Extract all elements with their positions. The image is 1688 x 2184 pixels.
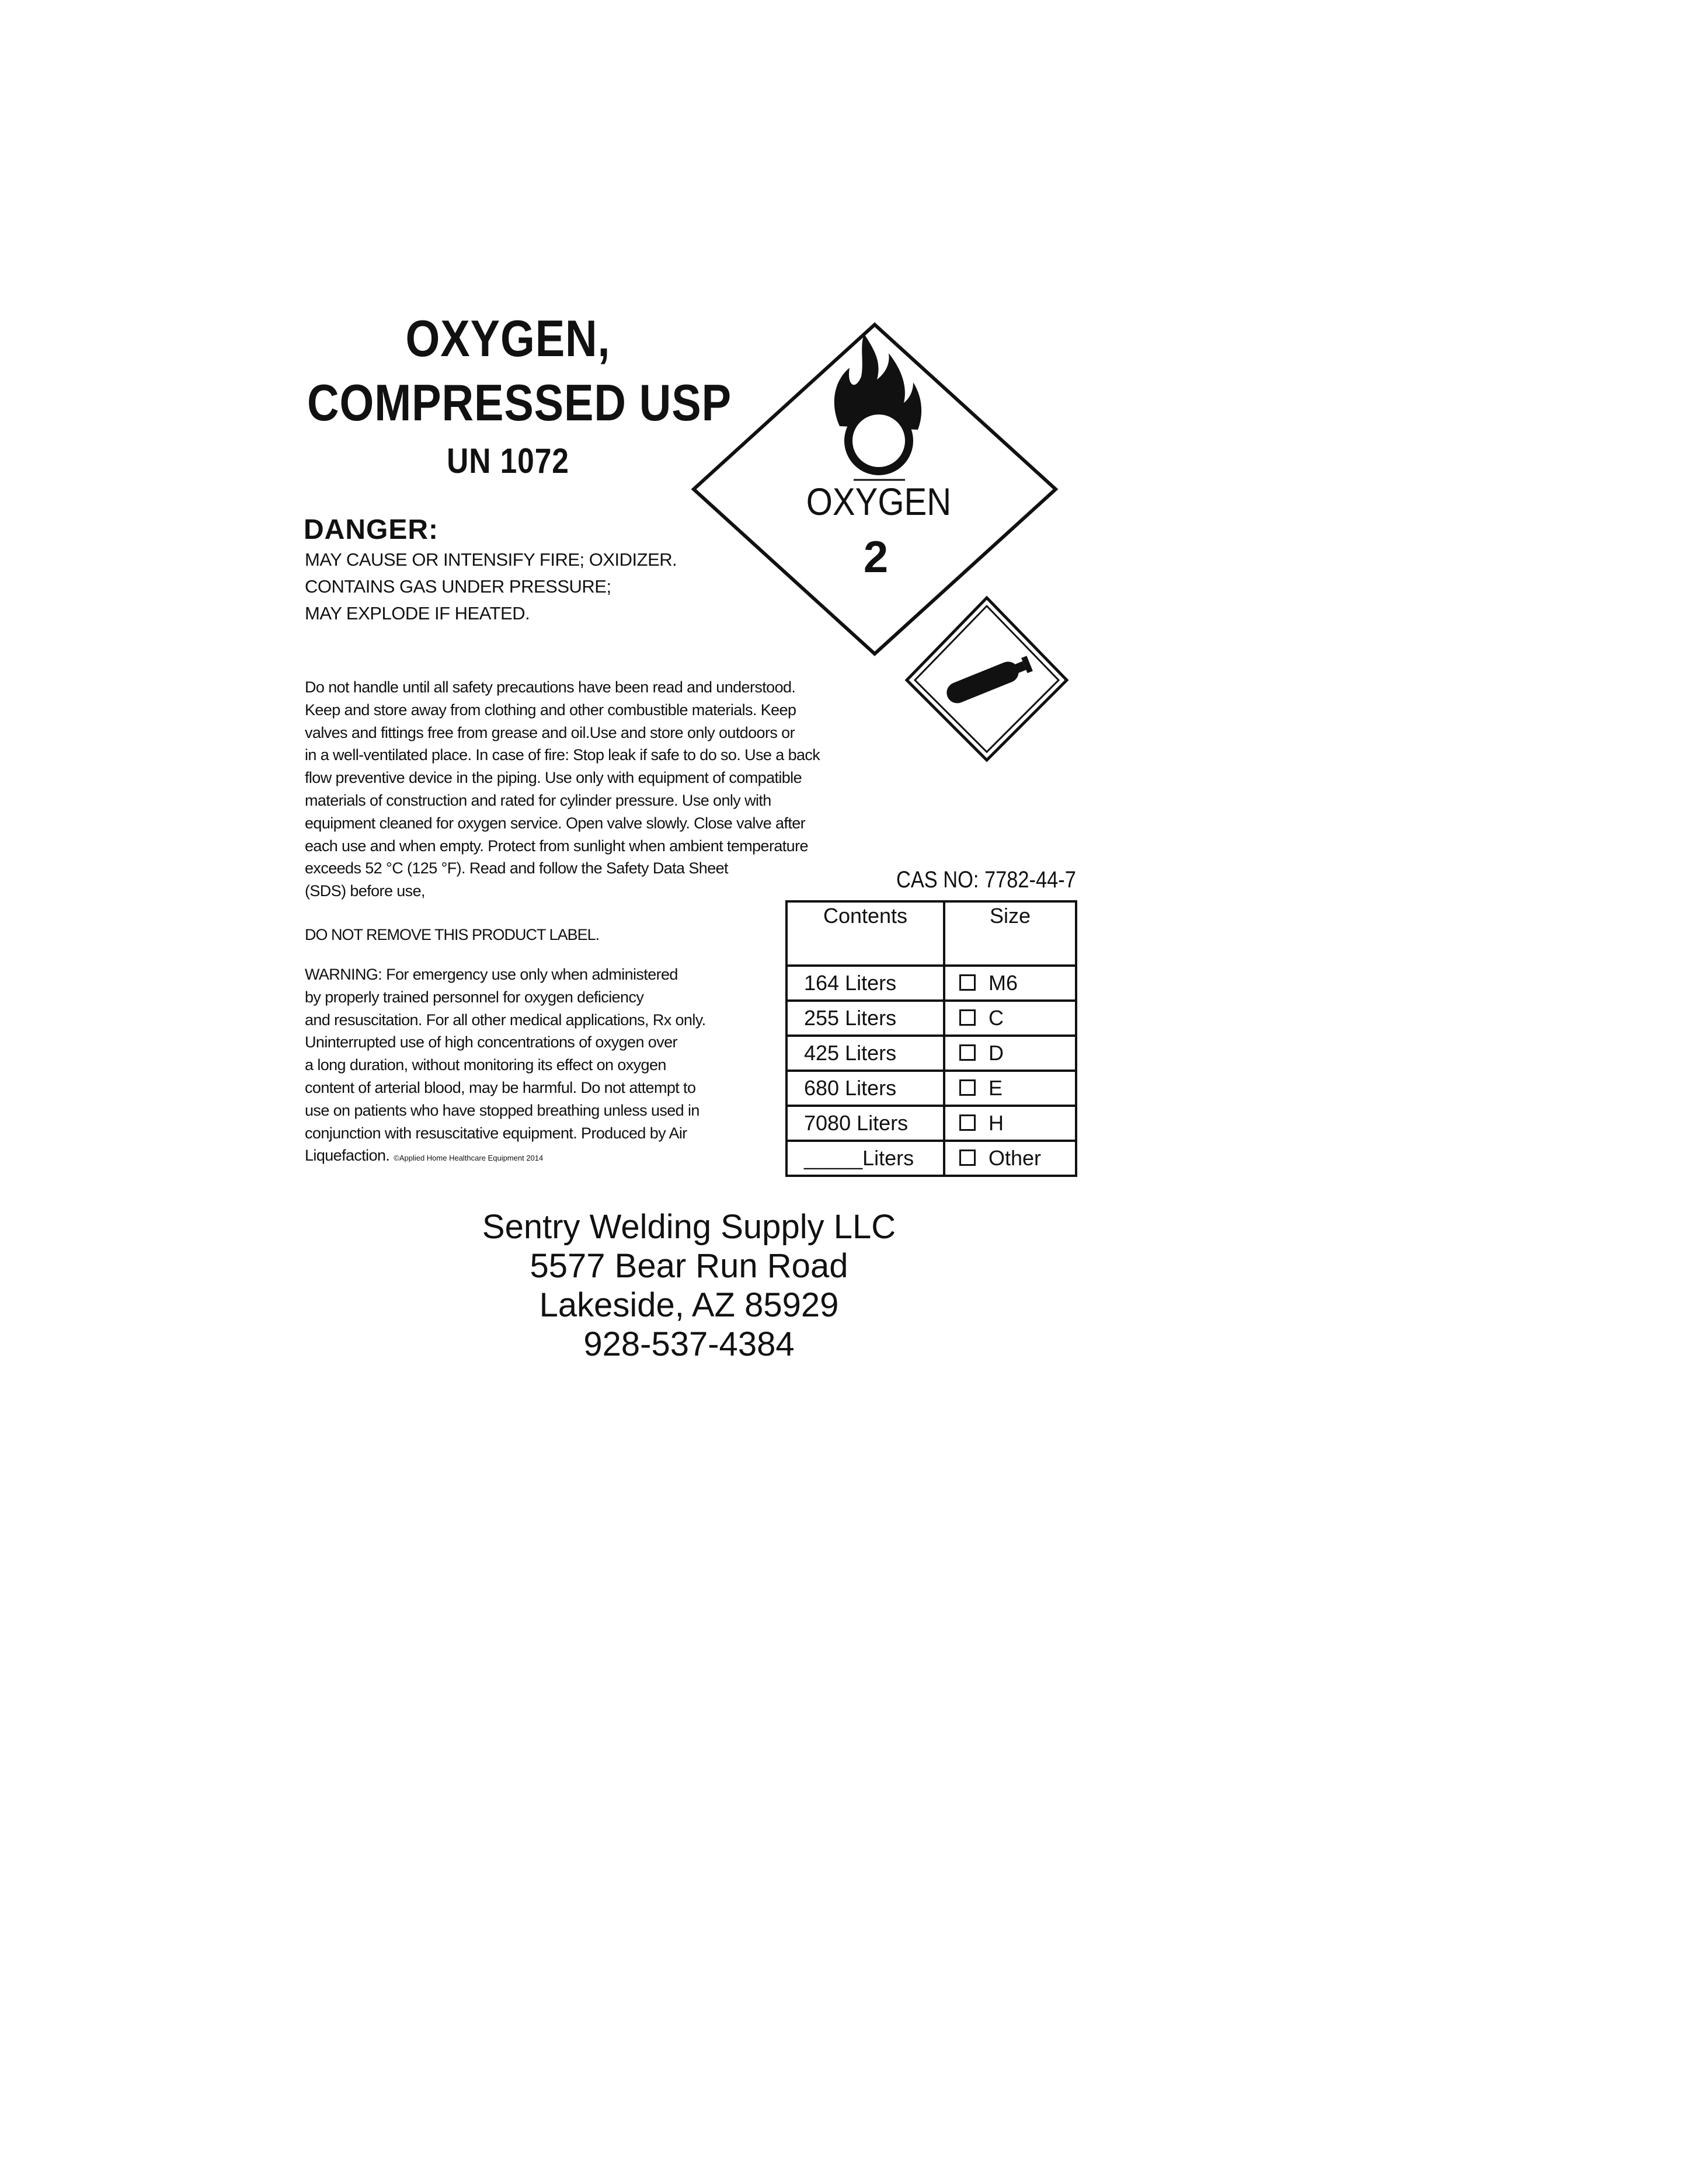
cas-number: CAS NO: 7782-44-7 bbox=[896, 867, 1076, 893]
warning-line: WARNING: For emergency use only when administered bbox=[305, 966, 678, 983]
hazard-line: MAY EXPLODE IF HEATED. bbox=[305, 603, 530, 623]
warning-line: content of arterial blood, may be harmful. Do not attempt to bbox=[305, 1078, 696, 1096]
contents-cell: 7080 Liters bbox=[786, 1106, 944, 1141]
warning-line: and resuscitation. For all other medical applications, Rx only. bbox=[305, 1011, 706, 1029]
contents-cell: _____Liters bbox=[786, 1141, 944, 1176]
company-phone: 928-537-4384 bbox=[583, 1325, 795, 1363]
checkbox-icon[interactable] bbox=[959, 1114, 976, 1131]
do-not-remove-notice: DO NOT REMOVE THIS PRODUCT LABEL. bbox=[305, 926, 600, 943]
table-row bbox=[786, 1036, 1076, 1071]
size-label: E bbox=[989, 1076, 1003, 1100]
size-cell[interactable] bbox=[944, 1036, 1076, 1071]
checkbox-icon[interactable] bbox=[959, 1079, 976, 1096]
contents-cell: 425 Liters bbox=[786, 1036, 944, 1071]
contents-cell: 680 Liters bbox=[786, 1071, 944, 1106]
un-number: UN 1072 bbox=[447, 441, 569, 480]
precaution-line: equipment cleaned for oxygen service. Open valve slowly. Close valve after bbox=[305, 814, 806, 832]
size-table-header bbox=[786, 901, 1076, 966]
size-cell[interactable] bbox=[944, 966, 1076, 1001]
warning-line: Uninterrupted use of high concentrations of oxygen over bbox=[305, 1033, 677, 1051]
precautionary-statements bbox=[305, 676, 820, 903]
size-label: M6 bbox=[989, 971, 1018, 995]
precaution-line: Keep and store away from clothing and other combustible materials. Keep bbox=[305, 701, 796, 719]
size-cell[interactable] bbox=[944, 1001, 1076, 1036]
warning-last-line bbox=[305, 1144, 706, 1170]
size-label: D bbox=[989, 1041, 1004, 1065]
warning-line: use on patients who have stopped breathing unless used in bbox=[305, 1101, 699, 1119]
product-name-line1: OXYGEN, bbox=[405, 309, 611, 367]
placard-label: OXYGEN bbox=[806, 480, 952, 524]
contents-cell: 164 Liters bbox=[786, 966, 944, 1001]
checkbox-icon[interactable] bbox=[959, 974, 976, 991]
company-address: 5577 Bear Run Road bbox=[530, 1247, 848, 1285]
size-cell[interactable] bbox=[944, 1106, 1076, 1141]
size-label: Other bbox=[989, 1146, 1042, 1170]
size-label: C bbox=[989, 1006, 1004, 1030]
size-cell[interactable] bbox=[944, 1141, 1076, 1176]
checkbox-icon[interactable] bbox=[959, 1150, 976, 1166]
precaution-line: exceeds 52 °C (125 °F). Read and follow the Safety Data Sheet bbox=[305, 859, 728, 877]
checkbox-icon[interactable] bbox=[959, 1009, 976, 1026]
precaution-line: (SDS) before use, bbox=[305, 882, 425, 900]
warning-line: conjunction with resuscitative equipment. Produced by Air bbox=[305, 1124, 687, 1142]
precaution-line: each use and when empty. Protect from sunlight when ambient temperature bbox=[305, 837, 808, 855]
placard-class-number: 2 bbox=[863, 532, 889, 582]
size-label: H bbox=[989, 1111, 1004, 1135]
copyright-notice: ©Applied Home Healthcare Equipment 2014 bbox=[394, 1154, 544, 1163]
precaution-line: valves and fittings free from grease and oil.Use and store only outdoors or bbox=[305, 723, 795, 741]
precaution-line: flow preventive device in the piping. Use only with equipment of compatible bbox=[305, 769, 802, 787]
warning-line: Liquefaction. bbox=[305, 1147, 390, 1165]
hazard-line: MAY CAUSE OR INTENSIFY FIRE; OXIDIZER. bbox=[305, 549, 677, 570]
precaution-line: in a well-ventilated place. In case of fire: Stop leak if safe to do so. Use a back bbox=[305, 746, 820, 764]
product-name-line2: COMPRESSED USP bbox=[307, 374, 732, 431]
gas-cylinder-pictogram bbox=[902, 595, 1071, 765]
hazard-statements bbox=[305, 546, 677, 627]
table-row bbox=[786, 1001, 1076, 1036]
table-row bbox=[786, 1106, 1076, 1141]
company-name: Sentry Welding Supply LLC bbox=[482, 1208, 896, 1246]
warning-line: a long duration, without monitoring its effect on oxygen bbox=[305, 1056, 666, 1074]
warning-statement bbox=[305, 963, 706, 1170]
company-city: Lakeside, AZ 85929 bbox=[539, 1286, 839, 1324]
size-cell[interactable] bbox=[944, 1071, 1076, 1106]
hazard-line: CONTAINS GAS UNDER PRESSURE; bbox=[305, 576, 611, 597]
warning-line: by properly trained personnel for oxygen deficiency bbox=[305, 988, 644, 1006]
precaution-line: materials of construction and rated for cylinder pressure. Use only with bbox=[305, 791, 771, 809]
contents-header: Contents bbox=[786, 901, 944, 966]
table-row bbox=[786, 1141, 1076, 1176]
table-row bbox=[786, 966, 1076, 1001]
size-header: Size bbox=[944, 901, 1076, 966]
table-row bbox=[786, 1071, 1076, 1106]
size-table bbox=[785, 900, 1077, 1177]
checkbox-icon[interactable] bbox=[959, 1044, 976, 1061]
contents-cell: 255 Liters bbox=[786, 1001, 944, 1036]
company-info bbox=[455, 1207, 923, 1364]
danger-heading: DANGER: bbox=[304, 514, 438, 545]
precaution-line: Do not handle until all safety precautions have been read and understood. bbox=[305, 678, 796, 696]
